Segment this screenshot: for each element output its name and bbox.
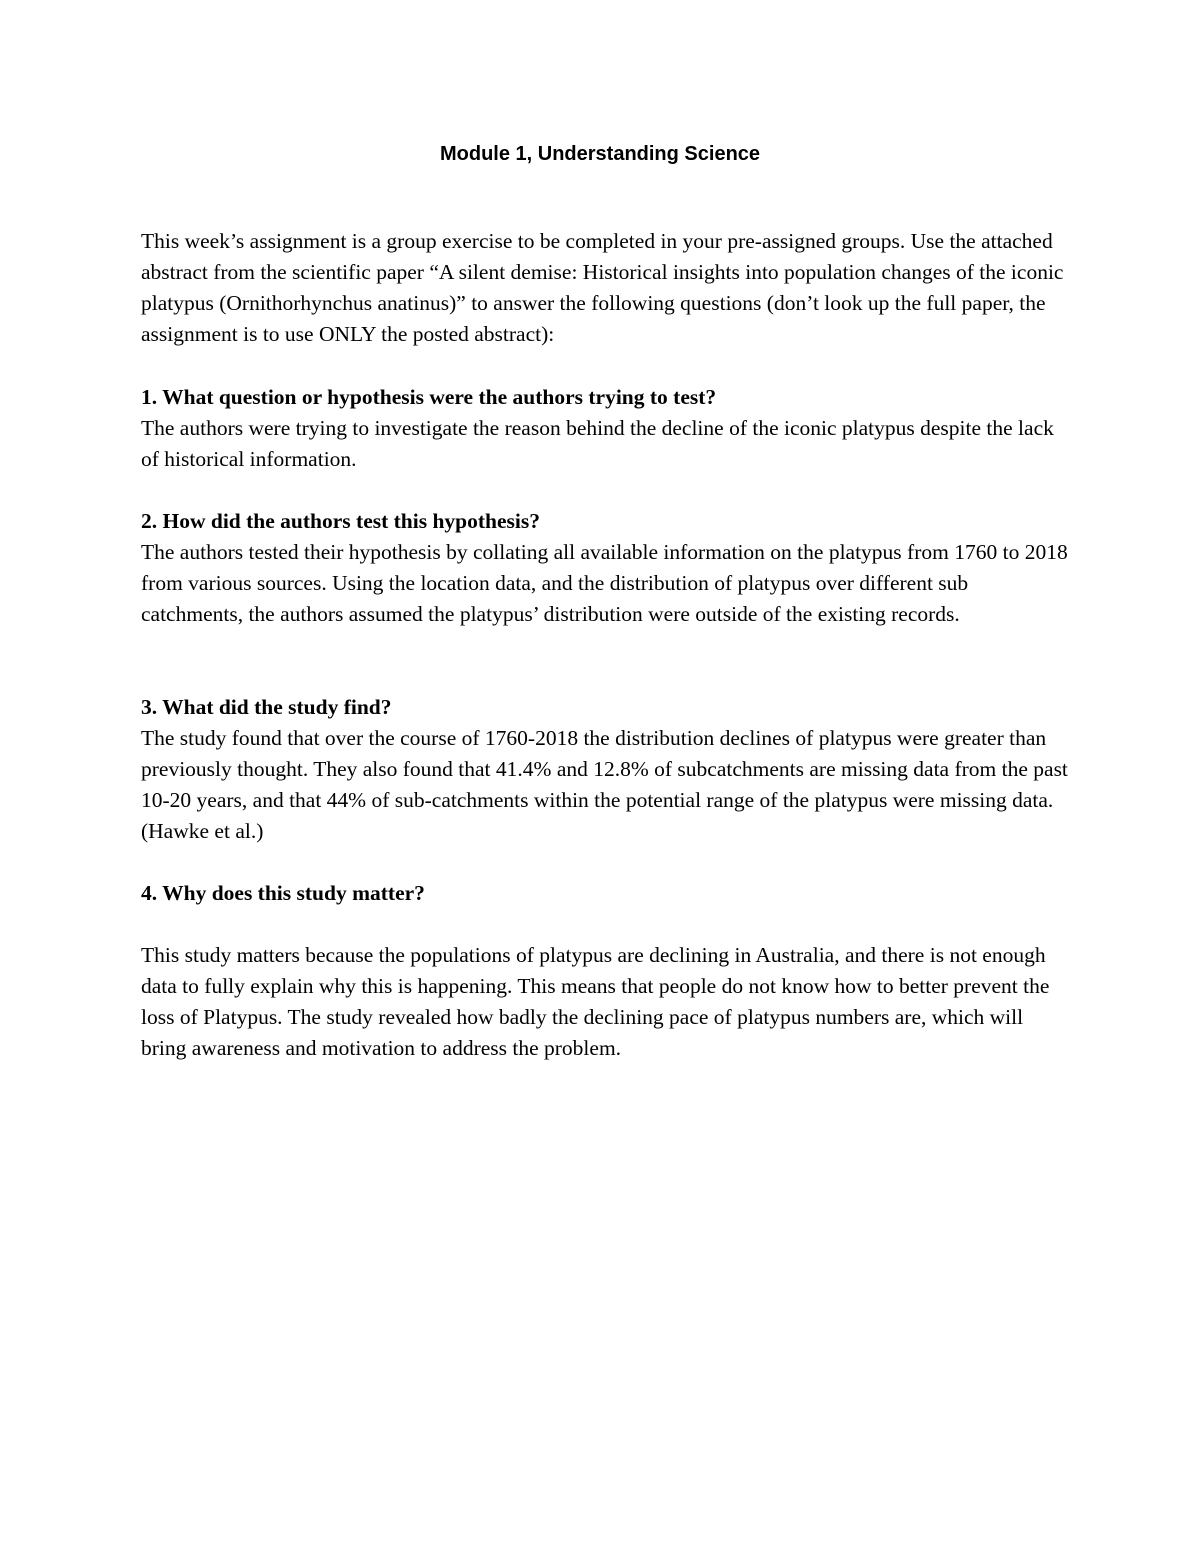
question-3: 3. What did the study find? (141, 695, 392, 719)
answer-4: This study matters because the populations of platypus are declining in Australia, and there is not enough data to fully explain why this is happening. This means that people do not know how to better prevent the loss of Platypus. The study revealed how badly the declining pace of platypus numbers are, which will bring awareness and motivation to address the problem. (141, 943, 1050, 1060)
question-1: 1. What question or hypothesis were the authors trying to test? (141, 385, 717, 409)
answer-2: The authors tested their hypothesis by collating all available information on the platypus from 1760 to 2018 from various sources. Using the location data, and the distribution of platypus over different sub catchments, the authors assumed the platypus’ distribution were outside of the existing records. (141, 540, 1068, 626)
answer-1: The authors were trying to investigate the reason behind the decline of the iconic platypus despite the lack of historical information. (141, 416, 1054, 471)
question-2: 2. How did the authors test this hypothesis? (141, 509, 540, 533)
document-title: Module 1, Understanding Science (439, 143, 761, 165)
answer-3: The study found that over the course of 1760-2018 the distribution declines of platypus were greater than previously thought. They also found that 41.4% and 12.8% of subcatchments are missing data from the past 10-20 years, and that 44% of sub-catchments within the potential range of the platypus were missing data. (Hawke et al.) (141, 726, 1068, 843)
question-4: 4. Why does this study matter? (141, 881, 425, 905)
intro-paragraph: This week’s assignment is a group exercise to be completed in your pre-assigned groups. Use the attached abstract from the scientific paper “A silent demise: Historical insights into population changes of the iconic platypus (Ornithorhynchus anatinus)” to answer the following questions (don’t look up the full paper, the assignment is to use ONLY the posted abstract): (141, 229, 1064, 346)
